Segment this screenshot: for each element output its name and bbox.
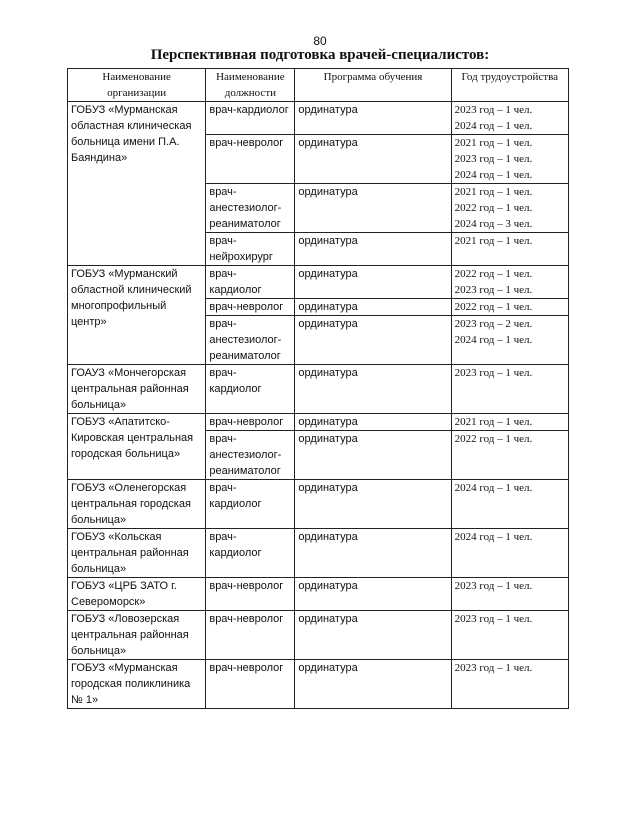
program-cell bbox=[295, 611, 451, 660]
table-row bbox=[68, 414, 569, 431]
program-cell bbox=[295, 299, 451, 316]
page-number: 80 bbox=[313, 34, 327, 48]
organization-name-line: ГОБУЗ «Мурманская bbox=[71, 104, 178, 116]
position-line: врач- bbox=[209, 367, 237, 379]
position-cell bbox=[206, 102, 295, 135]
position-line: врач- bbox=[209, 186, 237, 198]
organization-name-line: ГОБУЗ «Мурманская bbox=[71, 662, 178, 674]
position-cell bbox=[206, 529, 295, 578]
program-cell bbox=[295, 233, 451, 266]
organization-cell bbox=[68, 611, 206, 660]
organization-cell bbox=[68, 529, 206, 578]
program-text: ординатура bbox=[298, 301, 358, 313]
organization-name-line: больница» bbox=[71, 399, 127, 411]
organization-name-line: больница» bbox=[71, 563, 127, 575]
table-body bbox=[68, 102, 569, 709]
header-position bbox=[206, 69, 295, 102]
organization-name-line: Североморск» bbox=[71, 596, 146, 608]
position-cell bbox=[206, 266, 295, 299]
header-line: должности bbox=[224, 87, 277, 99]
year-entry: 2023 год – 1 чел. bbox=[454, 367, 533, 379]
position-line: анестезиолог- bbox=[209, 202, 282, 214]
header-line: Наименование bbox=[102, 71, 171, 83]
program-text: ординатура bbox=[298, 235, 358, 247]
organization-name-line: Кировская центральная bbox=[71, 432, 194, 444]
year-entry: 2021 год – 1 чел. bbox=[454, 416, 533, 428]
organization-cell bbox=[68, 578, 206, 611]
year-entry: 2022 год – 1 чел. bbox=[454, 268, 533, 280]
position-cell bbox=[206, 184, 295, 233]
organization-name-line: Баяндина» bbox=[71, 152, 128, 164]
year-cell bbox=[451, 184, 568, 233]
organization-name-line: ГОБУЗ «Ловозерская bbox=[71, 613, 180, 625]
program-cell bbox=[295, 135, 451, 184]
organization-name-line: ГОБУЗ «Апатитско- bbox=[71, 416, 170, 428]
organization-name-line: центральная городская bbox=[71, 498, 191, 510]
header-line: Программа обучения bbox=[323, 71, 423, 83]
organization-name-line: больница» bbox=[71, 514, 127, 526]
program-text: ординатура bbox=[298, 268, 358, 280]
position-line: врач- bbox=[209, 433, 237, 445]
organization-name-line: ГОБУЗ «ЦРБ ЗАТО г. bbox=[71, 580, 177, 592]
program-text: ординатура bbox=[298, 104, 358, 116]
program-text: ординатура bbox=[298, 433, 358, 445]
program-cell bbox=[295, 184, 451, 233]
position-cell bbox=[206, 431, 295, 480]
organization-name-line: областной клинический bbox=[71, 284, 192, 296]
program-cell bbox=[295, 578, 451, 611]
organization-name-line: больница имени П.А. bbox=[71, 136, 180, 148]
year-cell bbox=[451, 135, 568, 184]
table-row bbox=[68, 102, 569, 135]
program-text: ординатура bbox=[298, 662, 358, 674]
year-entry: 2022 год – 1 чел. bbox=[454, 301, 533, 313]
position-cell bbox=[206, 135, 295, 184]
program-cell bbox=[295, 102, 451, 135]
organization-name-line: больница» bbox=[71, 645, 127, 657]
year-cell bbox=[451, 365, 568, 414]
year-cell bbox=[451, 578, 568, 611]
table-row bbox=[68, 365, 569, 414]
position-line: врач-невролог bbox=[209, 613, 284, 625]
program-cell bbox=[295, 431, 451, 480]
program-cell bbox=[295, 365, 451, 414]
year-cell bbox=[451, 611, 568, 660]
organization-name-line: ГОБУЗ «Кольская bbox=[71, 531, 162, 543]
position-line: врач-невролог bbox=[209, 580, 284, 592]
program-text: ординатура bbox=[298, 186, 358, 198]
position-cell bbox=[206, 233, 295, 266]
table-row bbox=[68, 266, 569, 299]
year-cell bbox=[451, 266, 568, 299]
year-cell bbox=[451, 529, 568, 578]
year-entry: 2024 год – 1 чел. bbox=[454, 334, 533, 346]
year-entry: 2022 год – 1 чел. bbox=[454, 202, 533, 214]
table-row bbox=[68, 611, 569, 660]
year-entry: 2023 год – 1 чел. bbox=[454, 613, 533, 625]
position-cell bbox=[206, 299, 295, 316]
position-cell bbox=[206, 480, 295, 529]
organization-name-line: городская больница» bbox=[71, 448, 181, 460]
year-entry: 2021 год – 1 чел. bbox=[454, 137, 533, 149]
header-organization bbox=[68, 69, 206, 102]
header-year bbox=[451, 69, 568, 102]
position-cell bbox=[206, 578, 295, 611]
organization-cell bbox=[68, 480, 206, 529]
year-entry: 2021 год – 1 чел. bbox=[454, 235, 533, 247]
year-cell bbox=[451, 233, 568, 266]
header-line: организации bbox=[107, 87, 167, 99]
document-title: Перспективная подготовка врачей-специалистов: bbox=[150, 47, 490, 63]
year-entry: 2023 год – 1 чел. bbox=[454, 580, 533, 592]
organization-cell bbox=[68, 660, 206, 709]
year-entry: 2023 год – 1 чел. bbox=[454, 104, 533, 116]
position-cell bbox=[206, 316, 295, 365]
organization-name-line: многопрофильный bbox=[71, 300, 167, 312]
header-row bbox=[68, 69, 569, 102]
year-cell bbox=[451, 102, 568, 135]
organization-name-line: ГОАУЗ «Мончегорская bbox=[71, 367, 187, 379]
position-line: врач-невролог bbox=[209, 137, 284, 149]
organization-name-line: центральная районная bbox=[71, 629, 189, 641]
position-line: врач-невролог bbox=[209, 301, 284, 313]
year-entry: 2024 год – 1 чел. bbox=[454, 120, 533, 132]
position-line: кардиолог bbox=[209, 547, 262, 559]
organization-name-line: областная клиническая bbox=[71, 120, 192, 132]
position-line: врач- bbox=[209, 318, 237, 330]
program-cell bbox=[295, 660, 451, 709]
position-line: врач-невролог bbox=[209, 662, 284, 674]
header-line: Наименование bbox=[216, 71, 285, 83]
header-program bbox=[295, 69, 451, 102]
year-cell bbox=[451, 299, 568, 316]
position-line: врач-невролог bbox=[209, 416, 284, 428]
year-entry: 2024 год – 1 чел. bbox=[454, 482, 533, 494]
year-cell bbox=[451, 431, 568, 480]
year-entry: 2023 год – 2 чел. bbox=[454, 318, 533, 330]
year-entry: 2024 год – 1 чел. bbox=[454, 531, 533, 543]
program-text: ординатура bbox=[298, 613, 358, 625]
position-cell bbox=[206, 611, 295, 660]
organization-name-line: ГОБУЗ «Мурманский bbox=[71, 268, 178, 280]
position-line: реаниматолог bbox=[209, 350, 281, 362]
organization-name-line: ГОБУЗ «Оленегорская bbox=[71, 482, 187, 494]
position-line: анестезиолог- bbox=[209, 449, 282, 461]
position-line: врач- bbox=[209, 268, 237, 280]
program-cell bbox=[295, 414, 451, 431]
program-cell bbox=[295, 316, 451, 365]
specialists-table bbox=[67, 68, 569, 709]
position-cell bbox=[206, 365, 295, 414]
organization-name-line: центральная районная bbox=[71, 383, 189, 395]
organization-cell bbox=[68, 102, 206, 266]
position-line: реаниматолог bbox=[209, 218, 281, 230]
program-text: ординатура bbox=[298, 416, 358, 428]
year-entry: 2022 год – 1 чел. bbox=[454, 433, 533, 445]
organization-cell bbox=[68, 266, 206, 365]
program-text: ординатура bbox=[298, 482, 358, 494]
program-cell bbox=[295, 266, 451, 299]
position-cell bbox=[206, 414, 295, 431]
year-entry: 2024 год – 3 чел. bbox=[454, 218, 533, 230]
year-cell bbox=[451, 316, 568, 365]
position-line: кардиолог bbox=[209, 284, 262, 296]
program-text: ординатура bbox=[298, 367, 358, 379]
year-entry: 2023 год – 1 чел. bbox=[454, 662, 533, 674]
position-line: кардиолог bbox=[209, 383, 262, 395]
position-line: врач- bbox=[209, 482, 237, 494]
year-cell bbox=[451, 660, 568, 709]
position-cell bbox=[206, 660, 295, 709]
table-row bbox=[68, 529, 569, 578]
year-entry: 2021 год – 1 чел. bbox=[454, 186, 533, 198]
program-cell bbox=[295, 529, 451, 578]
program-text: ординатура bbox=[298, 531, 358, 543]
program-text: ординатура bbox=[298, 580, 358, 592]
program-cell bbox=[295, 480, 451, 529]
organization-cell bbox=[68, 365, 206, 414]
position-line: анестезиолог- bbox=[209, 334, 282, 346]
table-row bbox=[68, 480, 569, 529]
position-line: врач-кардиолог bbox=[209, 104, 289, 116]
table-row bbox=[68, 578, 569, 611]
position-line: врач- bbox=[209, 531, 237, 543]
year-entry: 2023 год – 1 чел. bbox=[454, 284, 533, 296]
header-line: Год трудоустройства bbox=[461, 71, 559, 83]
organization-cell bbox=[68, 414, 206, 480]
year-cell bbox=[451, 414, 568, 431]
year-cell bbox=[451, 480, 568, 529]
position-line: реаниматолог bbox=[209, 465, 281, 477]
position-line: кардиолог bbox=[209, 498, 262, 510]
year-entry: 2024 год – 1 чел. bbox=[454, 169, 533, 181]
organization-name-line: № 1» bbox=[71, 694, 99, 706]
organization-name-line: центральная районная bbox=[71, 547, 189, 559]
position-line: врач- bbox=[209, 235, 237, 247]
organization-name-line: городская поликлиника bbox=[71, 678, 191, 690]
program-text: ординатура bbox=[298, 318, 358, 330]
table-row bbox=[68, 660, 569, 709]
year-entry: 2023 год – 1 чел. bbox=[454, 153, 533, 165]
program-text: ординатура bbox=[298, 137, 358, 149]
position-line: нейрохирург bbox=[209, 251, 273, 263]
organization-name-line: центр» bbox=[71, 316, 107, 328]
